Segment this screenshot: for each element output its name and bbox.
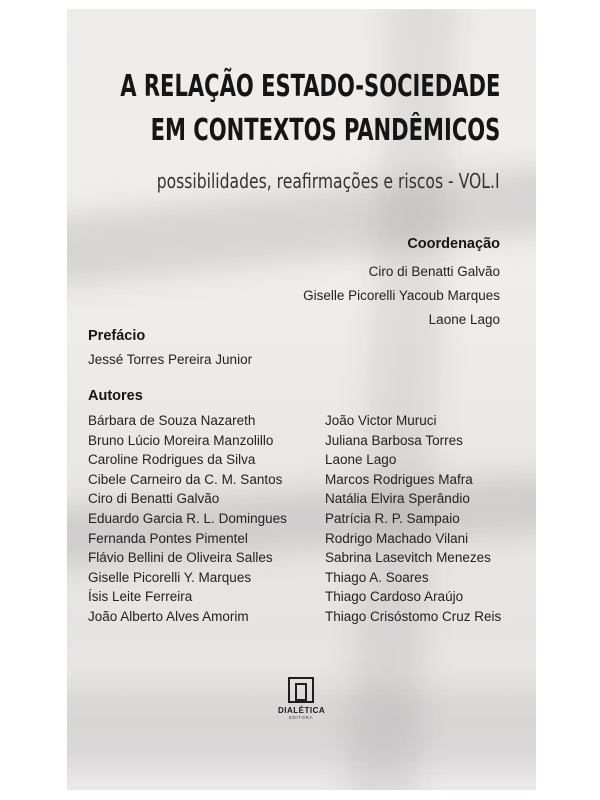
title-line-1: A RELAÇÃO ESTADO-SOCIEDADE	[119, 69, 500, 104]
publisher-logo-icon	[288, 677, 314, 703]
publisher-logo	[278, 677, 324, 720]
publisher-name: DIALÉTICA	[278, 706, 326, 715]
publisher-sub: EDITORA	[288, 715, 314, 720]
author-name: Natália Elvira Sperândio	[325, 491, 470, 507]
author-name: Ísis Leite Ferreira	[88, 589, 193, 605]
book-cover	[67, 9, 536, 790]
authors-heading: Autores	[88, 388, 143, 404]
author-name: Cibele Carneiro da C. M. Santos	[88, 471, 283, 487]
authors-list-left	[88, 411, 287, 627]
author-name: Giselle Picorelli Y. Marques	[88, 569, 252, 585]
author-name: Caroline Rodrigues da Silva	[88, 452, 256, 468]
author-name: Bruno Lúcio Moreira Manzolillo	[88, 432, 274, 448]
author-name: Ciro di Benatti Galvão	[88, 491, 220, 507]
author-name: Bárbara de Souza Nazareth	[88, 413, 256, 428]
author-name: Sabrina Lasevitch Menezes	[325, 550, 491, 566]
author-name: Rodrigo Machado Vilani	[325, 530, 469, 546]
coordinator-name: Giselle Picorelli Yacoub Marques	[303, 288, 500, 303]
preface-heading: Prefácio	[88, 328, 146, 344]
preface-author: Jessé Torres Pereira Junior	[88, 352, 253, 367]
author-name: Eduardo Garcia R. L. Domingues	[88, 510, 287, 526]
coordination-heading: Coordenação	[407, 236, 500, 252]
author-name: Flávio Bellini de Oliveira Salles	[88, 550, 273, 566]
author-name: Laone Lago	[325, 452, 397, 468]
author-name: Marcos Rodrigues Mafra	[325, 471, 473, 487]
subtitle: possibilidades, reafirmações e riscos - VOL.I	[157, 169, 500, 193]
author-name: Thiago A. Soares	[325, 569, 429, 585]
authors-list-right	[325, 411, 501, 627]
author-name: Fernanda Pontes Pimentel	[88, 530, 248, 546]
author-name: Thiago Cardoso Araújo	[325, 589, 464, 605]
author-name: Thiago Crisóstomo Cruz Reis	[325, 608, 502, 624]
author-name: Patrícia R. P. Sampaio	[325, 510, 460, 526]
author-name: Juliana Barbosa Torres	[325, 432, 463, 448]
author-name: João Victor Muruci	[325, 413, 437, 428]
coordinator-name: Laone Lago	[428, 312, 500, 327]
author-name: João Alberto Alves Amorim	[88, 608, 249, 624]
coordinator-name: Ciro di Benatti Galvão	[368, 264, 500, 279]
title-line-2: EM CONTEXTOS PANDÊMICOS	[150, 113, 500, 148]
